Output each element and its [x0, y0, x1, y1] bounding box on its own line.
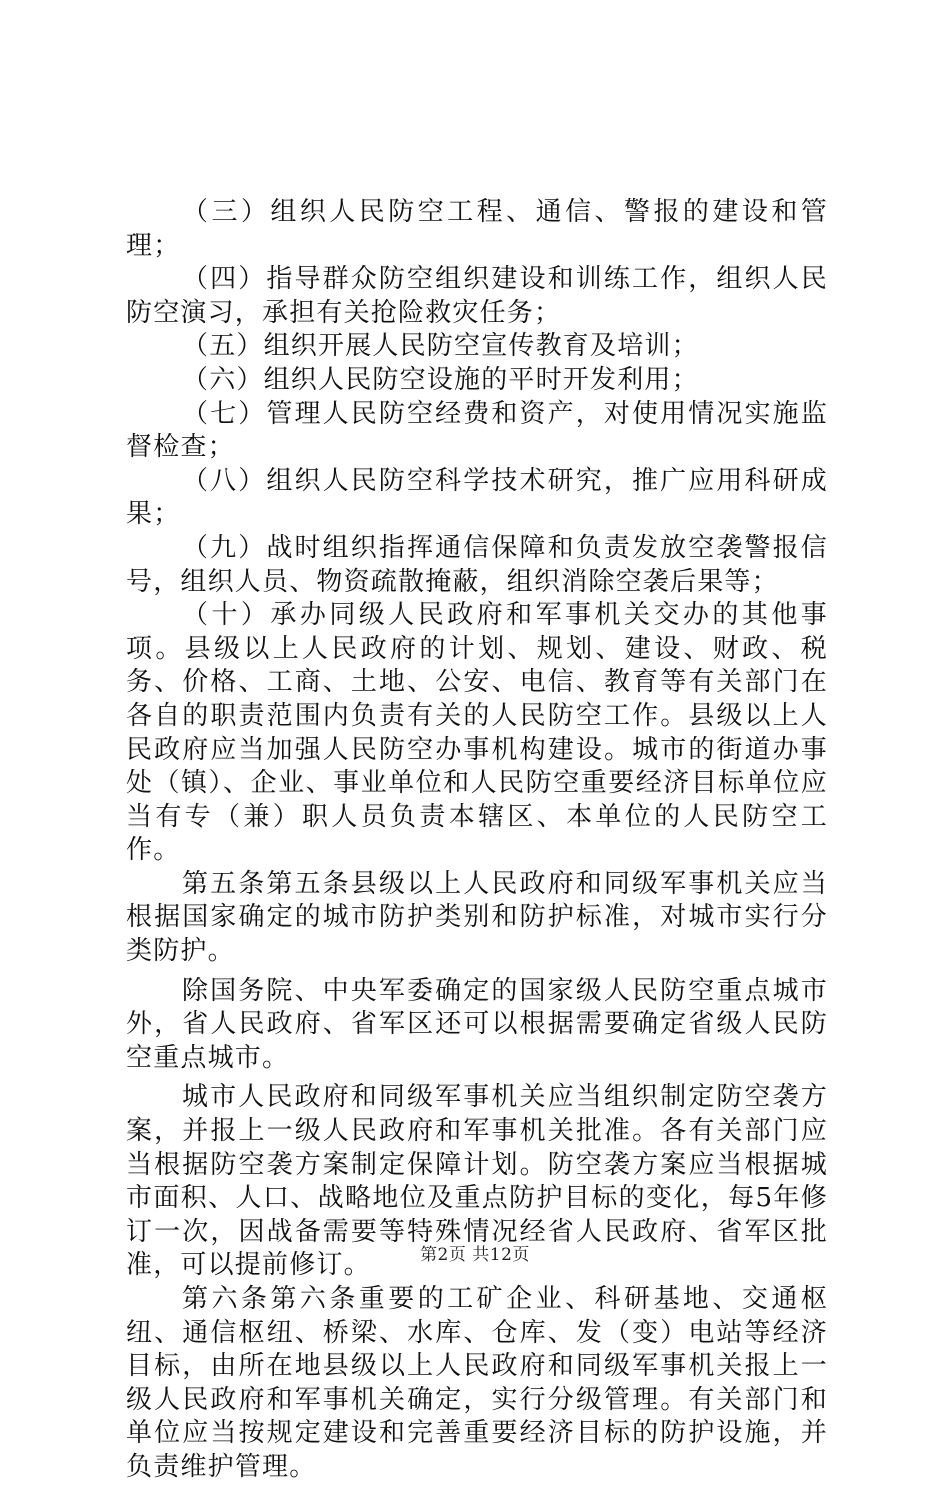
article-6-paragraph: 第六条第六条重要的工矿企业、科研基地、交通枢纽、通信枢纽、桥梁、水库、仓库、发（变）电站等经济目标，由所在地县级以上人民政府和同级军事机关报上一级人民政府和军事机关确定，实行分级管理。有关部门和单位应当按规定建设和完善重要经济目标的防护设施，并负责维护管理。 — [126, 1284, 828, 1482]
paragraph-item-3: （三）组织人民防空工程、通信、警报的建设和管理； — [126, 197, 828, 261]
article-5-paragraph: 第五条第五条县级以上人民政府和同级军事机关应当根据国家确定的城市防护类别和防护标准，对城市实行分类防护。 — [126, 868, 828, 967]
page-number-footer: 第2页 共12页 — [420, 1245, 530, 1265]
paragraph-item-8: （八）组织人民防空科学技术研究，推广应用科研成果； — [126, 465, 828, 530]
document-body — [126, 196, 828, 1485]
paragraph-item-7: （七）管理人民防空经费和资产，对使用情况实施监督检查； — [126, 398, 828, 463]
paragraph-item-4: （四）指导群众防空组织建设和训练工作，组织人民防空演习，承担有关抢险救灾任务； — [126, 264, 828, 328]
paragraph-item-10: （十）承办同级人民政府和军事机关交办的其他事项。县级以上人民政府的计划、规划、建设、财政、税务、价格、工商、土地、公安、电信、教育等有关部门在各自的职责范围内负责有关的人民防空工作。县级以上人民政府应当加强人民防空办事机构建设。城市的街道办事处（镇）、企业、事业单位和人民防空重要经济目标单位应当有专（兼）职人员负责本辖区、本单位的人民防空工作。 — [126, 600, 828, 866]
article-5-air-defense-plan-paragraph: 城市人民政府和同级军事机关应当组织制定防空袭方案，并报上一级人民政府和军事机关批准。各有关部门应当根据防空袭方案制定保障计划。防空袭方案应当根据城市面积、人口、战略地位及重点防护目标的变化，每5年修订一次，因战备需要等特殊情况经省人民政府、省军区批准，可以提前修订。 — [126, 1082, 828, 1281]
article-5-key-cities-paragraph: 除国务院、中央军委确定的国家级人民防空重点城市外，省人民政府、省军区还可以根据需要确定省级人民防空重点城市。 — [126, 975, 828, 1073]
paragraph-item-5: （五）组织开展人民防空宣传教育及培训； — [182, 331, 699, 362]
paragraph-item-9: （九）战时组织指挥通信保障和负责发放空袭警报信号，组织人员、物资疏散掩蔽，组织消除空袭后果等； — [126, 532, 828, 597]
paragraph-item-6: （六）组织人民防空设施的平时开发利用； — [182, 364, 699, 395]
